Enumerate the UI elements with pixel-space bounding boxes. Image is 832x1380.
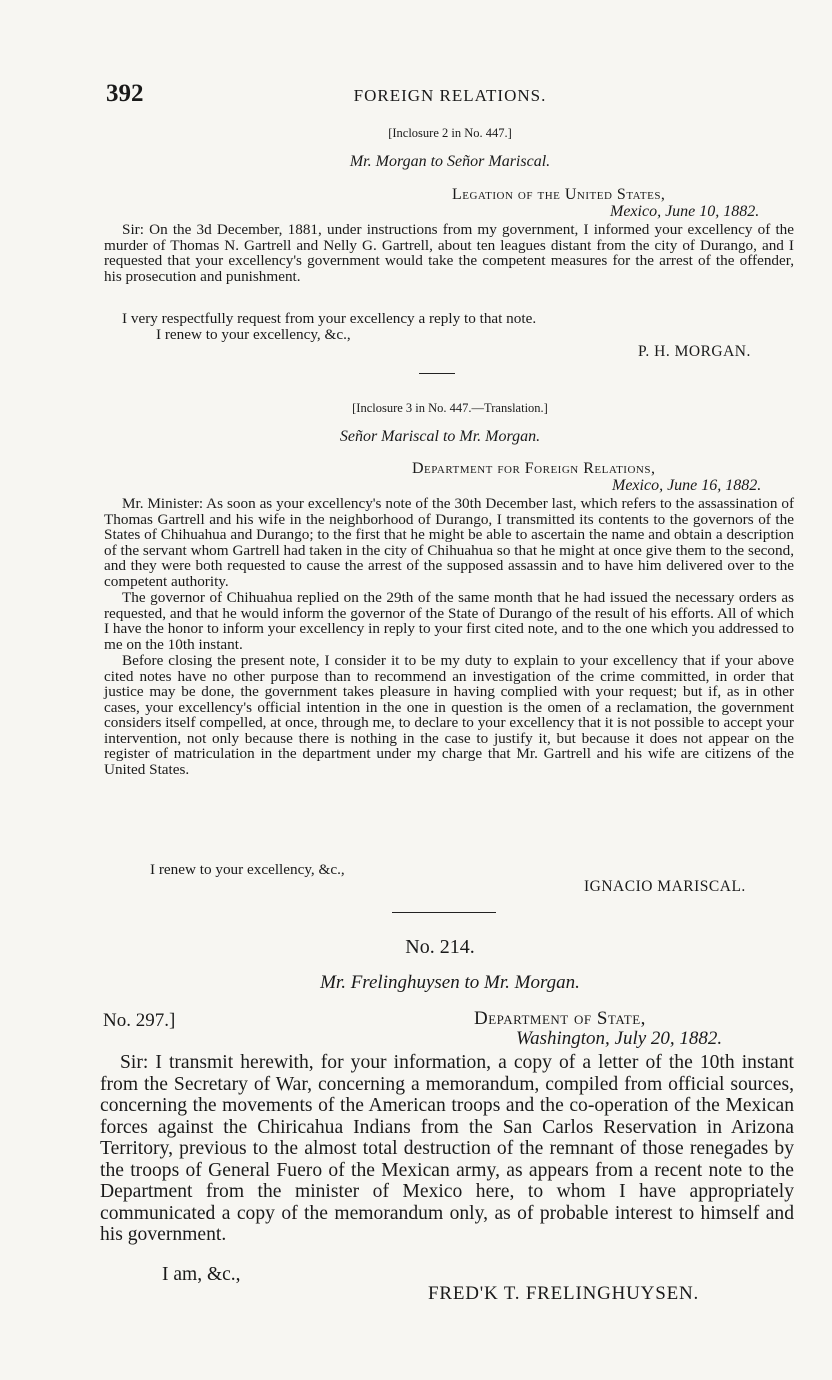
inclosure-2-label: [Inclosure 2 in No. 447.] bbox=[388, 126, 512, 140]
letter3-closing: I am, &c., bbox=[162, 1264, 241, 1285]
letter2-date: Mexico, June 16, 1882. bbox=[612, 477, 762, 494]
letter3-body bbox=[100, 1052, 794, 1246]
letter1-origin: Legation of the United States, bbox=[452, 186, 666, 203]
letter2-paragraph-3 bbox=[104, 653, 794, 777]
letter2-signature: IGNACIO MARISCAL. bbox=[584, 878, 746, 895]
letter2-heading: Señor Mariscal to Mr. Morgan. bbox=[339, 428, 541, 445]
letter1-date: Mexico, June 10, 1882. bbox=[610, 203, 760, 220]
separator-rule-1 bbox=[419, 373, 455, 374]
letter2-origin: Department for Foreign Relations, bbox=[412, 460, 656, 477]
letter1-paragraph-1: Sir: On the 3d December, 1881, under instructions from my government, I informed your excellency of the murder of Thomas N. Gartrell and Nelly G. Gartrell, about ten leagues distant from the city of Durango, and I requested that your excellency's government would take the competent measures for the arrest of the offender, his prosecution and punishment. bbox=[104, 221, 794, 285]
page-number: 392 bbox=[106, 80, 144, 107]
document-number: No. 214. bbox=[405, 936, 475, 958]
letter2-paragraph-3-text: Before closing the present note, I consider it to be my duty to explain to your excellency that if your above cited notes have no other purpose than to recommend an investigation of the crime committed, in order that justice may be done, the government takes pleasure in having complied with your request; but if, as in other cases, your excellency's official intention in the one in question is the omen of a reclamation, the government considers itself compelled, at once, through me, to declare to your excellency that it is not possible to accept your intervention, not only because there is nothing in the case to justify it, but because it does not appear on the register of matriculation in the department under my charge that Mr. Gartrell and his wife are citizens of the United States. bbox=[104, 652, 794, 778]
letter3-heading: Mr. Frelinghuysen to Mr. Morgan. bbox=[320, 972, 580, 993]
letter2-paragraph-1-text: Mr. Minister: As soon as your excellency's note of the 30th December last, which refers to the assassination of Thomas Gartrell and his wife in the neighborhood of Durango, I transmitted its contents to the governors of the States of Chihuahua and Durango; to the first that he might be able to ascertain the name and obtain a description of the servant whom Gartrell had taken in the city of Chihuahua so that he might at once give them to the second, and they were both requested to cause the arrest of the supposed assassin and to have him delivered over to the competent authority. bbox=[104, 495, 794, 590]
letter1-paragraph-2: I very respectfully request from your excellency a reply to that note. bbox=[122, 310, 537, 327]
inclosure-3-label: [Inclosure 3 in No. 447.—Translation.] bbox=[352, 401, 548, 415]
letter2-body bbox=[104, 496, 794, 777]
letter2-paragraph-2-text: The governor of Chihuahua replied on the 29th of the same month that he had issued the necessary orders as requested, and that he would inform the governor of the State of Durango of the result of his efforts. All of which I have the honor to inform your excellency in reply to your first cited note, and to the one which you addressed to me on the 10th instant. bbox=[104, 589, 794, 653]
letter3-origin: Department of State, bbox=[474, 1008, 646, 1029]
running-title: FOREIGN RELATIONS. bbox=[353, 86, 547, 105]
letter2-paragraph-2 bbox=[104, 590, 794, 652]
letter1-heading: Mr. Morgan to Señor Mariscal. bbox=[349, 153, 551, 170]
letter3-reference: No. 297.] bbox=[103, 1010, 176, 1031]
letter1-closing: I renew to your excellency, &c., bbox=[156, 326, 351, 343]
letter3-signature: FRED'K T. FRELINGHUYSEN. bbox=[428, 1283, 700, 1304]
letter1-signature: P. H. MORGAN. bbox=[638, 343, 751, 360]
letter3-date: Washington, July 20, 1882. bbox=[516, 1028, 723, 1049]
separator-rule-2 bbox=[392, 912, 496, 913]
letter2-closing: I renew to your excellency, &c., bbox=[150, 861, 345, 878]
letter3-paragraph-1: Sir: I transmit herewith, for your information, a copy of a letter of the 10th instant from the Secretary of War, concerning a memorandum, compiled from official sources, concerning the movements of the American troops and the co-operation of the Mexican forces against the Chiricahua Indians from the San Carlos Reservation in Arizona Territory, previous to the almost total destruction of the remnant of those renegades by the troops of General Fuero of the Mexican army, as appears from a recent note to the Department from the minister of Mexico here, to whom I have appropriately communicated a copy of the memorandum only, as of probable interest to himself and his government. bbox=[100, 1052, 794, 1245]
letter1-body bbox=[104, 222, 794, 284]
letter2-paragraph-1 bbox=[104, 496, 794, 589]
